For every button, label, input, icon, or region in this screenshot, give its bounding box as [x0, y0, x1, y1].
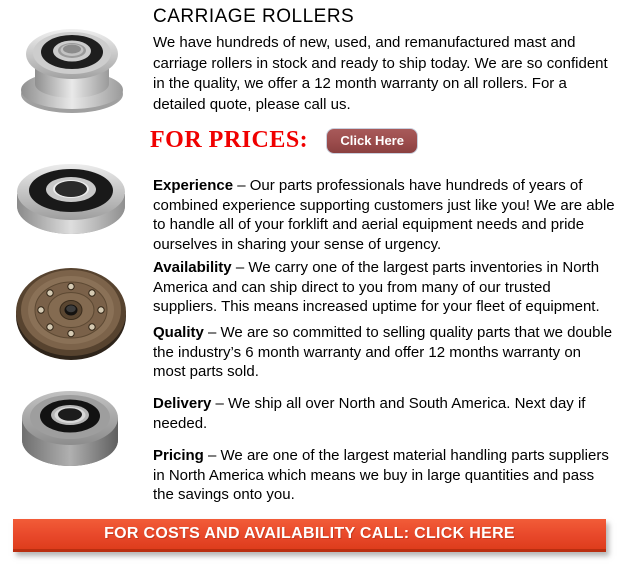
- section-quality-heading: Quality: [153, 324, 204, 341]
- section-availability-body: – We carry one of the largest parts inventories in North America and can ship direct to you from many of our trusted suppliers. This means increased uptime for your fleet of equipment.: [153, 259, 600, 315]
- section-pricing-heading: Pricing: [153, 447, 204, 464]
- section-delivery-body: – We ship all over North and South America. Next day if needed.: [153, 395, 586, 432]
- section-pricing-body: – We are one of the largest material handling parts suppliers in North America which means we buy in large quantities and pass the savings onto you.: [153, 447, 609, 503]
- dark-roller-image: [17, 376, 123, 472]
- section-pricing: [153, 446, 615, 505]
- for-prices-row: [150, 127, 418, 154]
- section-availability: [153, 258, 615, 317]
- section-experience-body: – Our parts professionals have hundreds of years of combined experience supporting customers just like you! We are able to handle all of your forklift and aerial equipment needs and pride ourselves in sharing your sense of urgency.: [153, 177, 615, 253]
- section-delivery: [153, 394, 615, 433]
- section-quality-body: – We are so committed to selling quality parts that we double the industry’s 6 month warranty and offer 12 months warranty on most parts sold.: [153, 324, 613, 380]
- costs-availability-banner[interactable]: [13, 519, 606, 552]
- section-delivery-heading: Delivery: [153, 395, 212, 412]
- for-prices-label: FOR PRICES:: [150, 127, 309, 153]
- bearing-ring-image: [12, 148, 130, 248]
- bronze-sheave-pulley-photo: [13, 262, 129, 367]
- mast-roller-bearing-photo: [12, 148, 130, 253]
- flanged-roller-image: [16, 14, 128, 116]
- flanged-carriage-roller-photo: [16, 14, 128, 121]
- section-experience: [153, 176, 615, 254]
- section-availability-heading: Availability: [153, 259, 232, 276]
- section-experience-heading: Experience: [153, 177, 234, 194]
- sheave-pulley-image: [13, 262, 129, 362]
- costs-availability-banner-label: FOR COSTS AND AVAILABILITY CALL: CLICK HERE: [104, 525, 515, 542]
- carriage-roller-bearing-photo: [17, 376, 123, 477]
- page-title: CARRIAGE ROLLERS: [153, 6, 355, 27]
- section-quality: [153, 323, 615, 382]
- click-here-button[interactable]: Click Here: [326, 128, 418, 154]
- intro-paragraph: We have hundreds of new, used, and remanufactured mast and carriage rollers in stock and ready to ship today. We are so confident in the quality, we offer a 12 month warranty on all rollers. For a detailed quote, please call us.: [153, 34, 608, 113]
